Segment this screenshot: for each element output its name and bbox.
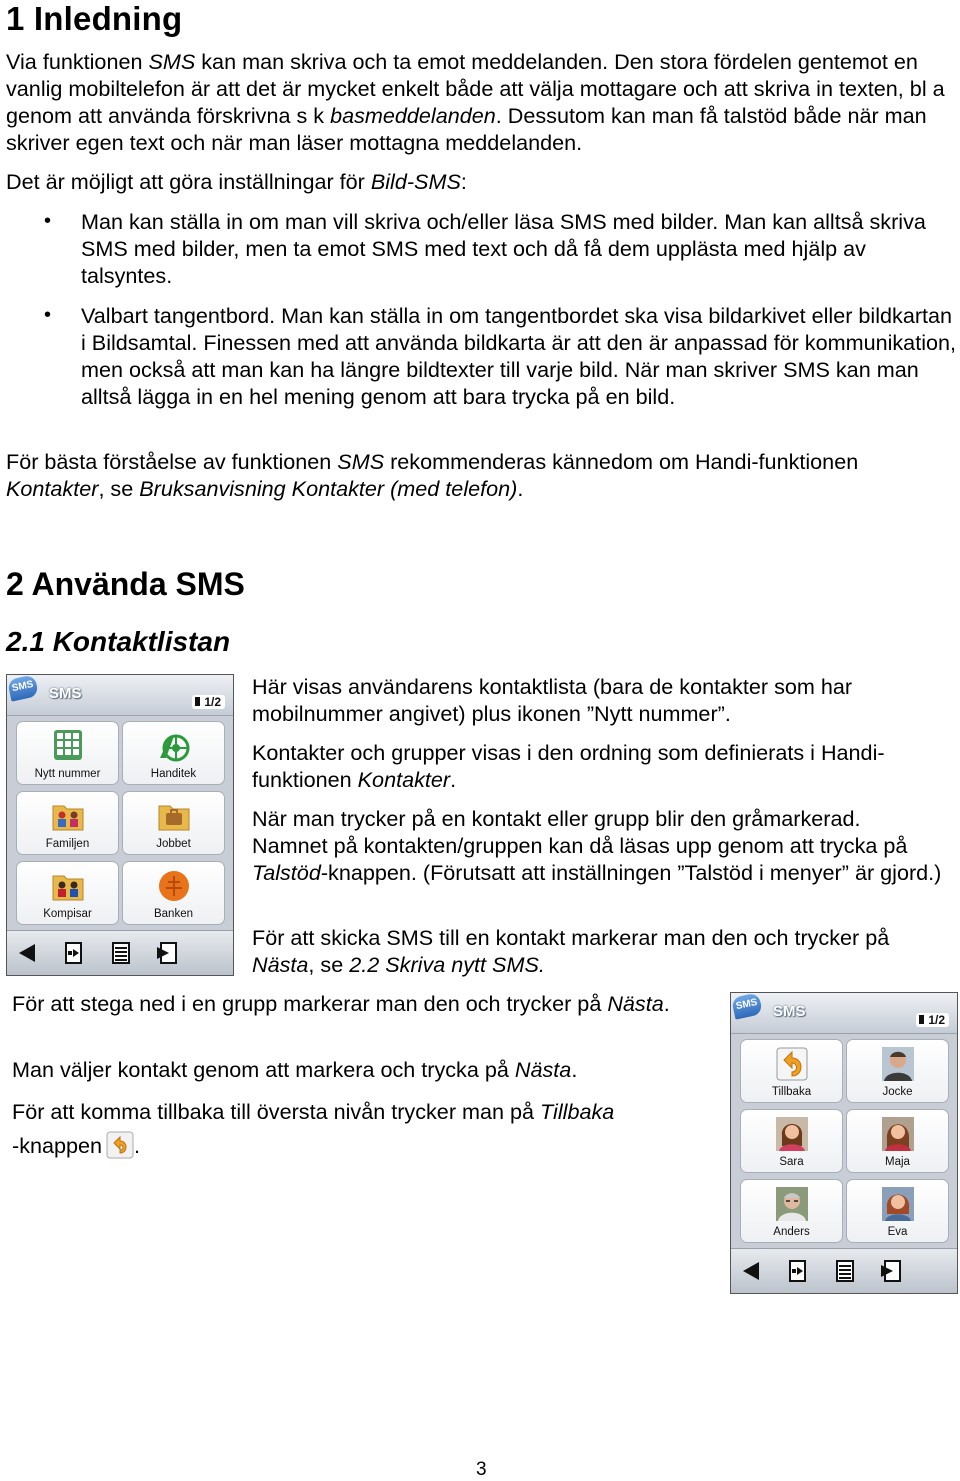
tile-new-number[interactable] bbox=[16, 721, 119, 785]
tile-handitek[interactable] bbox=[122, 721, 225, 785]
bullet-dot: • bbox=[44, 210, 52, 232]
tile-label: Tillbaka bbox=[771, 1086, 812, 1098]
tile-label: Jobbet bbox=[156, 838, 191, 850]
person-photo-icon bbox=[880, 1116, 916, 1152]
sms-app-icon: SMS bbox=[7, 674, 39, 701]
handitek-logo-icon bbox=[156, 728, 192, 764]
bullet-item-2: Valbart tangentbord. Man kan ställa in om tangentbordet ska visa bildarkivet eller bildkartan i Bildsamtal. Finessen med att använda bildkarta är att den är anpassad för kommunikation, men också att man kan ha längre bildtexter till varje bild. När man skriver SMS kan man alltså lägga in en hel mening genom att bara trycka på en bild. bbox=[81, 303, 957, 409]
back-arrow-icon[interactable] bbox=[739, 1259, 763, 1283]
tile-label: Kompisar bbox=[43, 908, 92, 920]
recommend-paragraph: För bästa förståelse av funktionen SMS rekommenderas kännedom om Handi-funktionen Kontakter, se Bruksanvisning Kontakter (med telefon). bbox=[6, 449, 859, 501]
page-indicator: 1/2 bbox=[192, 695, 225, 709]
settings-paragraph: Det är möjligt att göra inställningar för Bild-SMS: bbox=[6, 169, 467, 194]
phone-toolbar bbox=[7, 930, 233, 975]
bullet-dot: • bbox=[44, 304, 52, 326]
phone-header bbox=[731, 993, 957, 1034]
tile-contact-anders[interactable] bbox=[740, 1179, 843, 1243]
folder-family-icon bbox=[50, 798, 86, 834]
tile-familjen[interactable] bbox=[16, 791, 119, 855]
next-icon[interactable] bbox=[155, 941, 179, 965]
tile-contact-maja[interactable] bbox=[846, 1109, 949, 1173]
phone-title: SMS bbox=[49, 685, 82, 702]
select-desc: När man trycker på en kontakt eller grupp blir den gråmarkerad. Namnet på kontakten/gruppen kan då läsas upp genom att trycka på Talstöd-knappen. (Förutsatt att inställningen ”Talstöd i menyer” är gjord.) bbox=[252, 806, 942, 885]
keypad-icon bbox=[50, 728, 86, 764]
back-desc: För att komma tillbaka till översta nivån trycker man på Tillbaka -knappen . bbox=[12, 1099, 615, 1158]
tile-label: Familjen bbox=[45, 838, 90, 850]
person-photo-icon bbox=[774, 1186, 810, 1222]
heading-anvanda-sms: 2 Använda SMS bbox=[6, 566, 245, 602]
step-into-group-desc: För att stega ned i en grupp markerar man den och trycker på Nästa. bbox=[12, 991, 670, 1016]
phone-header bbox=[7, 675, 233, 716]
intro-paragraph: Via funktionen SMS kan man skriva och ta emot meddelanden. Den stora fördelen gentemot en vanlig mobiltelefon är att det är mycket enkelt både att välja mottagare och att skriva in texten, bl a genom att använda förskrivna s k basmeddelanden. Dessutom kan man få talstöd både när man skriver egen text och när man läser mottagna meddelanden. bbox=[6, 49, 945, 155]
tile-contact-eva[interactable] bbox=[846, 1179, 949, 1243]
back-button-icon bbox=[106, 1131, 134, 1159]
back-arrow-icon[interactable] bbox=[15, 941, 39, 965]
tile-banken[interactable] bbox=[122, 861, 225, 925]
tile-label: Banken bbox=[153, 908, 193, 920]
person-photo-icon bbox=[880, 1046, 916, 1082]
tile-contact-sara[interactable] bbox=[740, 1109, 843, 1173]
tile-label: Sara bbox=[779, 1156, 804, 1168]
sms-app-icon: SMS bbox=[731, 992, 763, 1019]
person-photo-icon bbox=[774, 1116, 810, 1152]
tile-jobbet[interactable] bbox=[122, 791, 225, 855]
bullet-item-1: Man kan ställa in om man vill skriva och/eller läsa SMS med bilder. Man kan alltså skriva SMS med bilder, men ta emot SMS med text och då få dem upplästa med hjälp av talsyntes. bbox=[81, 209, 926, 288]
contact-list-desc: Här visas användarens kontaktlista (bara de kontakter som har mobilnummer angivet) plus ikonen ”Nytt nummer”. bbox=[252, 674, 853, 726]
tile-label: Nytt nummer bbox=[34, 768, 101, 780]
tile-label: Maja bbox=[885, 1156, 910, 1168]
phone-toolbar bbox=[731, 1248, 957, 1293]
tile-label: Handitek bbox=[150, 768, 197, 780]
menu-list-icon[interactable] bbox=[833, 1259, 857, 1283]
bank-logo-icon bbox=[156, 868, 192, 904]
speech-support-icon[interactable] bbox=[63, 941, 87, 965]
heading-kontaktlistan: 2.1 Kontaktlistan bbox=[6, 626, 231, 657]
phone-screenshot-contacts bbox=[6, 674, 234, 976]
next-icon[interactable] bbox=[879, 1259, 903, 1283]
page-indicator: 1/2 bbox=[916, 1013, 949, 1027]
speech-support-icon[interactable] bbox=[787, 1259, 811, 1283]
tile-contact-jocke[interactable] bbox=[846, 1039, 949, 1103]
order-desc: Kontakter och grupper visas i den ordning som definierats i Handi-funktionen Kontakter. bbox=[252, 740, 885, 792]
tile-label: Jocke bbox=[882, 1086, 913, 1098]
tile-kompisar[interactable] bbox=[16, 861, 119, 925]
page-number: 3 bbox=[476, 1459, 487, 1480]
send-desc: För att skicka SMS till en kontakt markerar man den och trycker på Nästa, se 2.2 Skriva nytt SMS. bbox=[252, 925, 890, 977]
tile-label: Eva bbox=[887, 1226, 908, 1238]
heading-inledning: 1 Inledning bbox=[6, 0, 183, 37]
phone-title: SMS bbox=[773, 1003, 806, 1020]
person-photo-icon bbox=[880, 1186, 916, 1222]
tile-label: Anders bbox=[773, 1226, 810, 1238]
folder-friends-icon bbox=[50, 868, 86, 904]
choose-contact-desc: Man väljer kontakt genom att markera och trycka på Nästa. bbox=[12, 1057, 578, 1082]
phone-screenshot-group bbox=[730, 992, 958, 1294]
tile-tillbaka[interactable] bbox=[740, 1039, 843, 1103]
back-curved-arrow-icon bbox=[774, 1046, 810, 1082]
menu-list-icon[interactable] bbox=[109, 941, 133, 965]
folder-briefcase-icon bbox=[156, 798, 192, 834]
